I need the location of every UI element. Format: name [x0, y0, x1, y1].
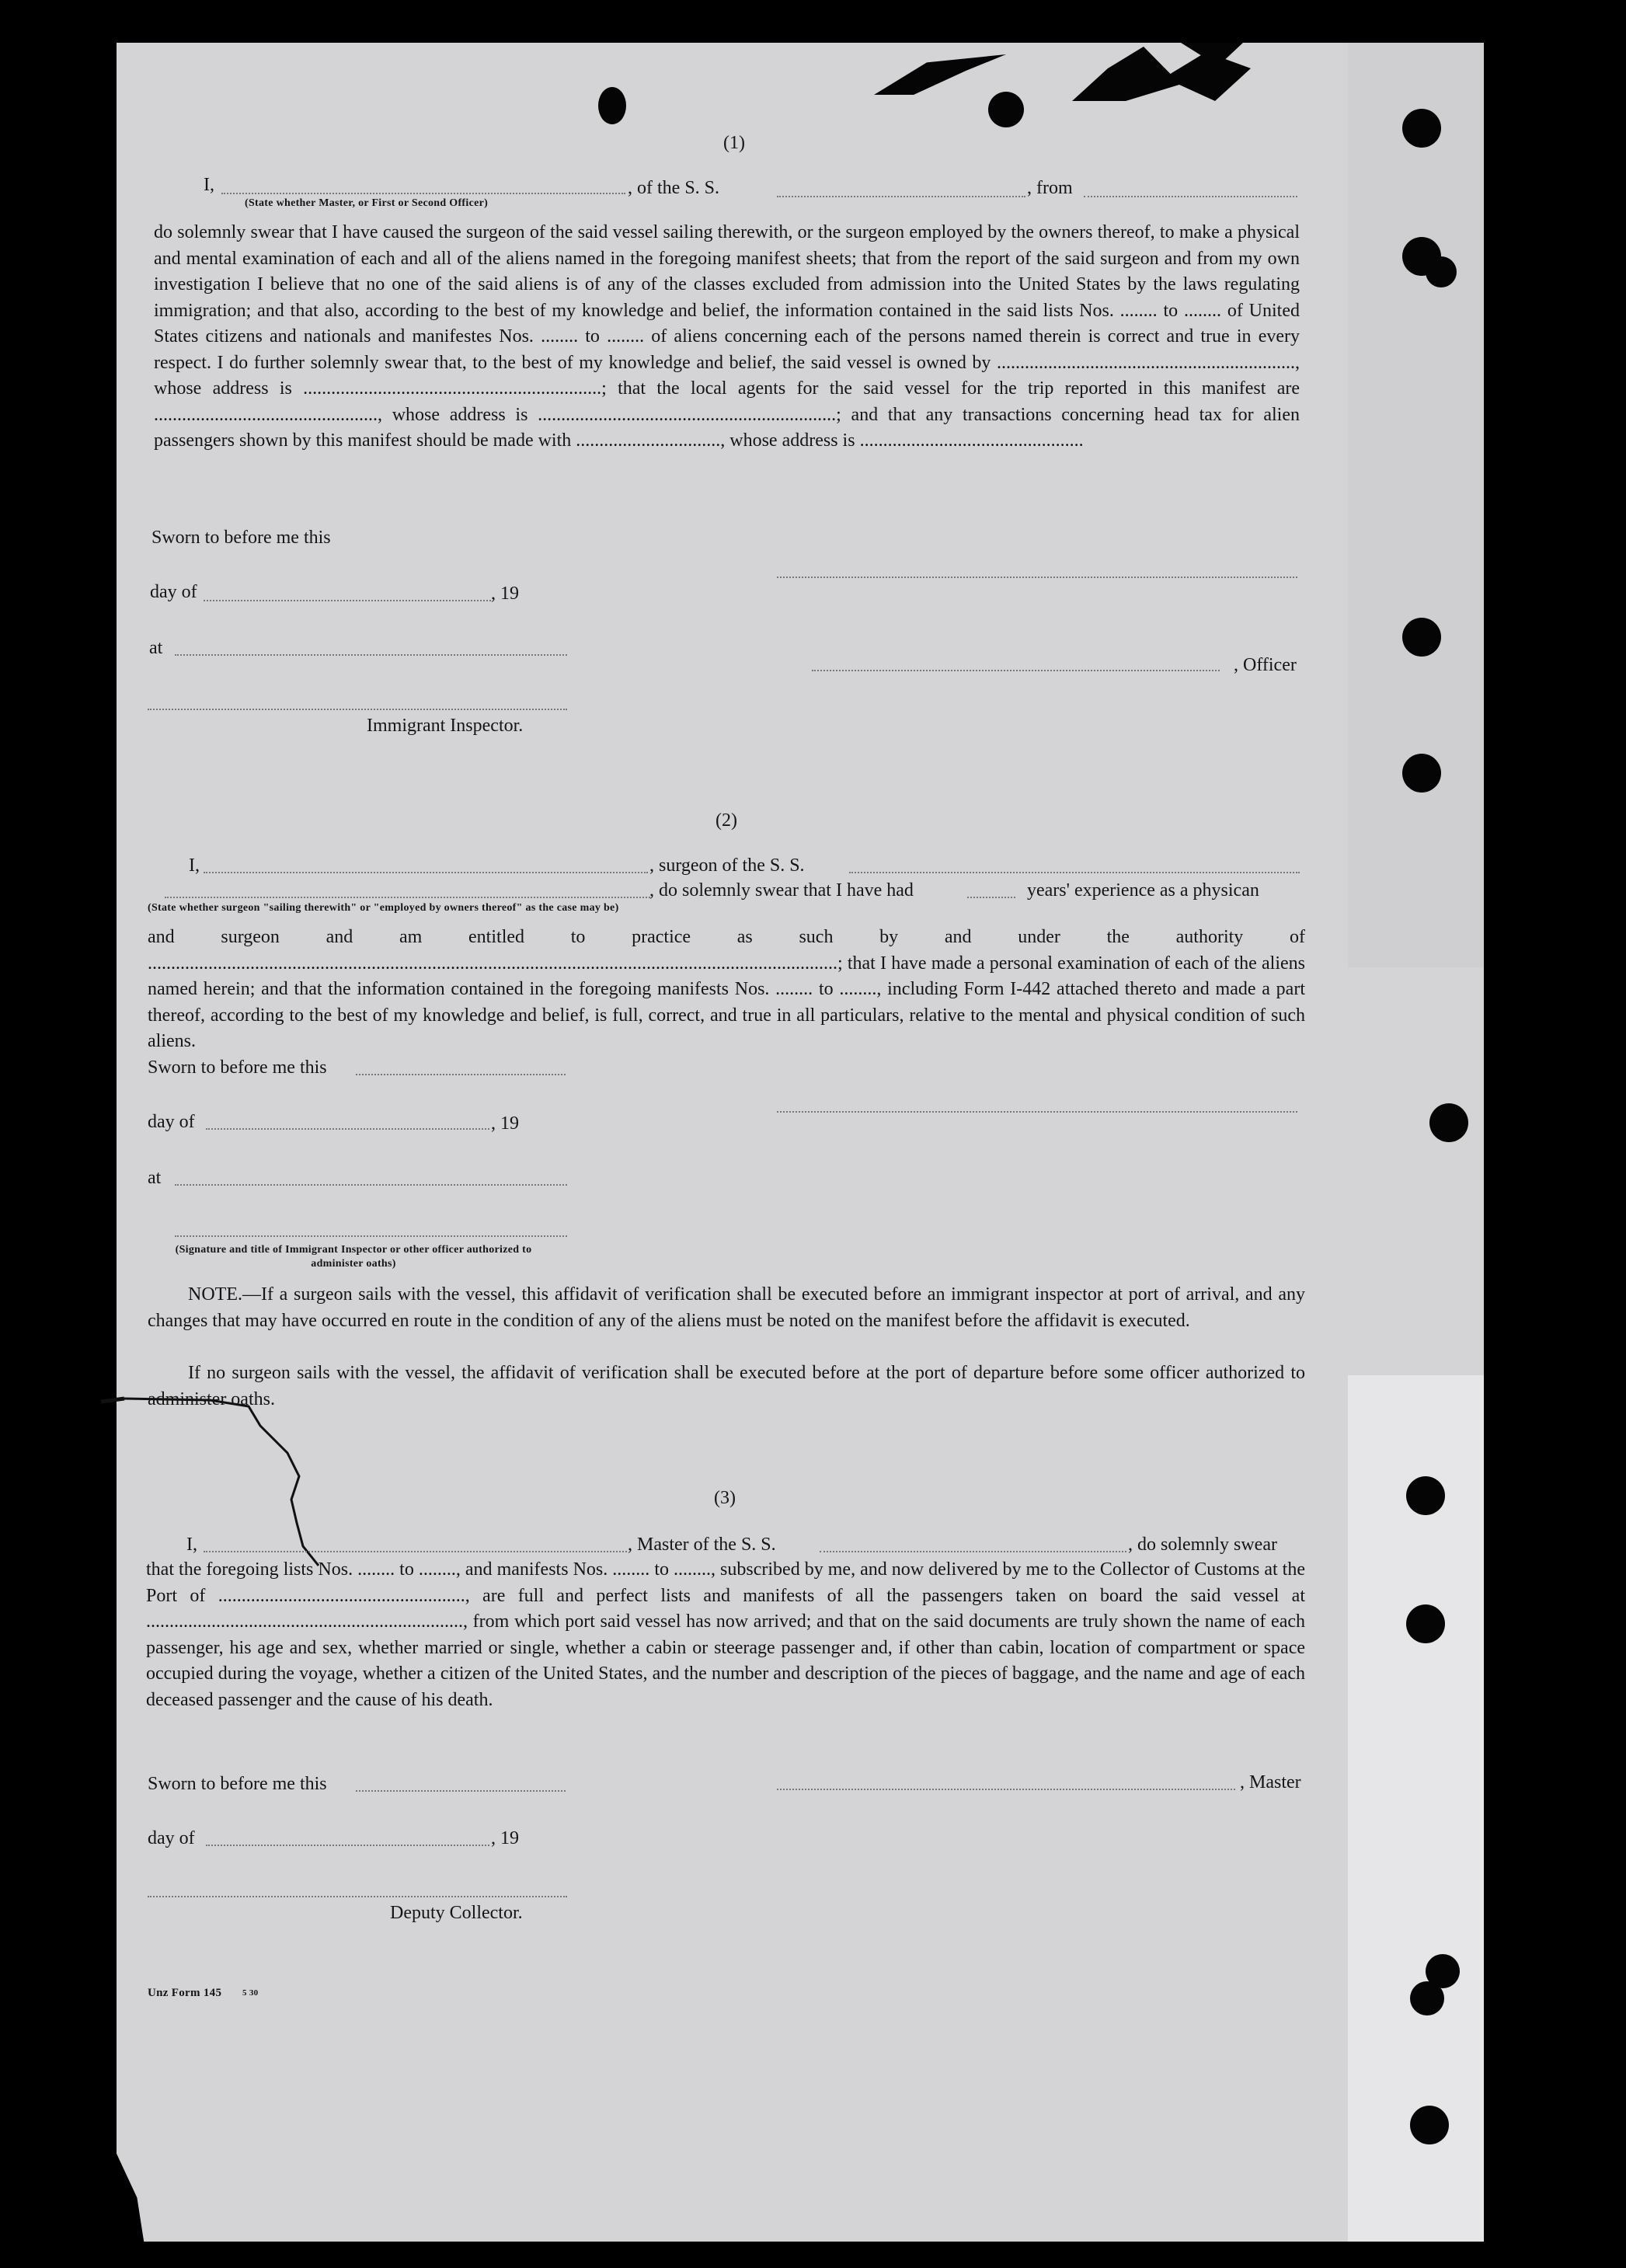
punch-hole: [988, 92, 1024, 127]
section-1-sworn: Sworn to before me this: [151, 528, 331, 548]
surgeon-type-line: [165, 897, 650, 898]
note-paragraph-2: If no surgeon sails with the vessel, the affidavit of verification shall be executed before at the port of departure before some officer authorized to administer oaths.: [148, 1363, 1305, 1409]
punch-hole: [1402, 109, 1441, 148]
master-signature-line: [777, 1789, 1235, 1790]
punch-hole: [1410, 1981, 1444, 2015]
punch-hole: [1426, 256, 1457, 287]
punch-hole: [1402, 754, 1441, 793]
master-name-line: [204, 1551, 627, 1552]
signature-line: [777, 1111, 1297, 1113]
note-paragraph-1: NOTE.—If a surgeon sails with the vessel, this affidavit of verification shall be executed before an immigrant inspector at port of arrival, and any changes that may have occurred en route in the condition of any of the aliens must be noted on the manifest before the affidavit is executed.: [148, 1284, 1305, 1331]
section-1-at: at: [149, 638, 163, 658]
section-3-day-of: day of: [148, 1828, 195, 1848]
day-line: [204, 600, 491, 601]
section-2-at: at: [148, 1168, 162, 1188]
section-2-years: years' experience as a physican: [1027, 880, 1259, 901]
inspector-signature-line: [175, 1235, 567, 1237]
section-3-swear: , do solemnly swear: [1128, 1535, 1277, 1555]
sworn-line: [356, 1790, 566, 1792]
years-line: [967, 897, 1015, 898]
section-2-oath-paragraph: and surgeon and am entitled to practice as such by and under the authority of ....................................................................................................................................................; that I have made a personal examination of each of the aliens named herein; and that the information contained in the foregoing manifests Nos. ........ to ........, including Form I-442 attached thereto and made a part thereof, according to the best of my knowledge and belief, is full, correct, and true in all particulars, relative to the mental and physical condition of such aliens.: [148, 927, 1305, 1051]
section-3-number: (3): [714, 1488, 736, 1508]
officer-note: (State whether Master, or First or Second Officer): [245, 197, 489, 209]
section-1-day-of: day of: [150, 582, 197, 602]
punch-hole: [1402, 618, 1441, 657]
section-3-year: , 19: [491, 1828, 519, 1848]
form-number: Unz Form 145: [148, 1987, 222, 1999]
section-3-master-title: , Master: [1240, 1772, 1301, 1792]
surgeon-note: (State whether surgeon "sailing therewith" or "employed by owners thereof" as the case may be): [148, 902, 619, 914]
section-3-i: I,: [186, 1535, 197, 1555]
section-2-i: I,: [189, 855, 200, 876]
section-1-officer: , Officer: [1234, 655, 1297, 675]
punch-hole: [1406, 1604, 1445, 1643]
section-3-master: , Master of the S. S.: [628, 1535, 776, 1555]
surgeon-name-line: [204, 872, 648, 873]
section-1-of-ss: , of the S. S.: [628, 178, 720, 198]
from-port-line: [1084, 196, 1297, 197]
section-2-sworn: Sworn to before me this: [148, 1057, 327, 1078]
officer-signature-line: [812, 670, 1220, 671]
section-2-number: (2): [716, 810, 737, 831]
signature-line: [777, 577, 1297, 578]
inspector-signature-line: [148, 709, 567, 710]
section-1-number: (1): [723, 133, 745, 153]
punch-hole: [1406, 1476, 1445, 1515]
section-2-day-of: day of: [148, 1112, 195, 1132]
section-2-surgeon: , surgeon of the S. S.: [649, 855, 805, 876]
collector-signature-line: [148, 1896, 567, 1897]
form-code: 5 30: [242, 1988, 259, 1998]
section-1-year: , 19: [491, 584, 519, 604]
punch-hole: [1429, 1103, 1468, 1142]
ship-name-line: [777, 196, 1025, 197]
punch-hole: [598, 87, 626, 124]
paper-crack: [93, 1391, 326, 1577]
place-line: [175, 1184, 567, 1186]
section-3-collector: Deputy Collector.: [390, 1903, 523, 1923]
section-1-oath-paragraph: do solemnly swear that I have caused the surgeon of the said vessel sailing therewith, or the surgeon employed by the owners thereof, to make a physical and mental examination of each and all of the aliens named in the foregoing manifest sheets; that from the report of the said surgeon and from my own investigation I believe that no one of the said aliens is of any of the classes excluded from admission into the United States by the laws regulating immigration; and that also, according to the best of my knowledge and belief, the information contained in the said lists Nos. ........ to ........ of United States citizens and nationals and manifestes Nos. ........ to ........ of aliens concerning each of the persons named therein is correct and true in every respect. I do further solemnly swear that, to the best of my knowledge and belief, the said vessel is owned by ................................................................, whose address is ................................................................; that the local agents for the said vessel for the trip reported in this manifest are ................................................, whose address is ................................................................; and that any transactions concerning head tax for alien passengers shown by this manifest should be made with ..............................., whose address is ................................................: [154, 222, 1300, 451]
section-1-inspector: Immigrant Inspector.: [367, 716, 524, 736]
sworn-line: [356, 1074, 566, 1075]
day-line: [206, 1128, 489, 1130]
ship-name-line: [849, 872, 1300, 873]
paper-edge: [1348, 43, 1484, 967]
officer-name-line: [221, 193, 625, 194]
section-3-oath-paragraph: that the foregoing lists Nos. ........ to ........, and manifests Nos. ........ to ........, subscribed by me, and now delivered by me to the Collector of Customs at the Port of ....................................................., are full and perfect lists and manifests of all the passengers taken on board the said vessel at ...................................................................., from which port said vessel has now arrived; and that on the said documents are truly shown the name of each passenger, his age and sex, whether married or single, whether a cabin or steerage passenger and, if other than cabin, location of compartment or space occupied during the voyage, whether a citizen of the United States, and the number and description of the pieces of baggage, and the name and age of each deceased passenger and the cause of his death.: [146, 1559, 1305, 1710]
place-line: [175, 654, 567, 656]
signature-note: (Signature and title of Immigrant Inspector or other officer authorized to administer oaths): [175, 1244, 532, 1270]
section-3-sworn: Sworn to before me this: [148, 1774, 327, 1794]
ship-name-line: [820, 1551, 1126, 1552]
punch-hole: [1410, 2106, 1449, 2144]
section-1-i: I,: [204, 175, 214, 195]
section-1-from: , from: [1027, 178, 1073, 198]
day-line: [206, 1845, 489, 1846]
section-2-swear: , do solemnly swear that I have had: [649, 880, 914, 901]
section-2-year: , 19: [491, 1113, 519, 1134]
